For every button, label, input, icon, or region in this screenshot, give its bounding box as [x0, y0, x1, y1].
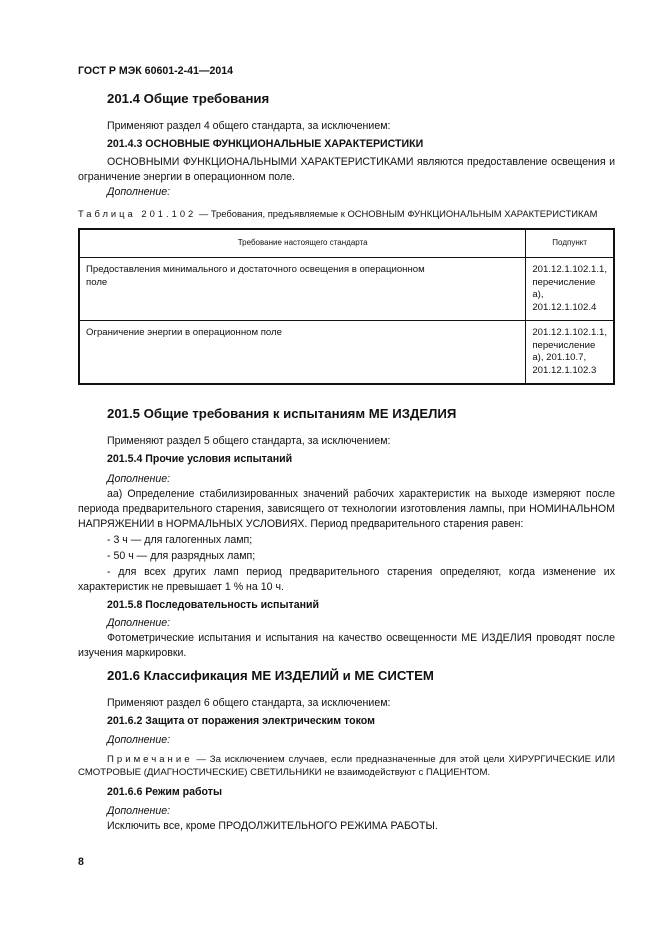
paragraph: Исключить все, кроме ПРОДОЛЖИТЕЛЬНОГО РЕЖИМА РАБОТЫ. [107, 820, 438, 832]
table-cell: 201.12.1.102.1.1, перечисление а), 201.10.7, 201.12.1.102.3 [526, 321, 614, 385]
table-header-cell: Подпункт [526, 229, 614, 258]
table-cell: 201.12.1.102.1.1, перечисление а), 201.12.1.102.4 [526, 258, 614, 321]
table-header-row [79, 229, 614, 258]
note-label: Примечание [107, 754, 193, 765]
document-page [78, 64, 615, 870]
list-item: - 3 ч — для галогенных ламп; [107, 534, 253, 546]
requirements-table [78, 228, 615, 385]
page-number: 8 [78, 856, 84, 868]
note-text: — За исключением случаев, если предназначенные для этой цели ХИРУРГИЧЕСКИЕ ИЛИ СМОТРОВЫЕ (ДИАГНОСТИЧЕСКИЕ) СВЕТИЛЬНИКИ не взаимодействуют с ПАЦИЕНТОМ. [78, 754, 615, 778]
table-caption-label: Таблица 201.102 [78, 208, 197, 219]
subsection-heading-201-6-2: 201.6.2 Защита от поражения электрическим током [107, 715, 375, 727]
note [78, 753, 615, 779]
paragraph: Применяют раздел 4 общего стандарта, за исключением: [107, 120, 391, 132]
table-header-cell: Требование настоящего стандарта [79, 229, 526, 258]
paragraph: Применяют раздел 6 общего стандарта, за исключением: [107, 697, 391, 709]
table-caption [78, 207, 615, 220]
list-item: - 50 ч — для разрядных ламп; [107, 550, 256, 562]
list-item: - для всех других ламп период предварительного старения определяют, когда изменение их характеристик не превышает 1 % на 10 ч. [78, 566, 615, 593]
subsection-heading-201-6-6: 201.6.6 Режим работы [107, 786, 222, 798]
addition-label: Дополнение: [107, 734, 171, 746]
section-heading-201-4: 201.4 Общие требования [107, 91, 270, 106]
table-cell: Ограничение энергии в операционном поле [79, 321, 526, 385]
table-caption-text: — Требования, предъявляемые к ОСНОВНЫМ ФУНКЦИОНАЛЬНЫМ ХАРАКТЕРИСТИКАМ [196, 208, 598, 219]
section-heading-201-5: 201.5 Общие требования к испытаниям МЕ ИЗДЕЛИЯ [107, 406, 457, 421]
paragraph: Применяют раздел 5 общего стандарта, за исключением: [107, 435, 391, 447]
paragraph: Фотометрические испытания и испытания на качество освещенности МЕ ИЗДЕЛИЯ проводят после изучения маркировки. [78, 632, 615, 659]
paragraph: ОСНОВНЫМИ ФУНКЦИОНАЛЬНЫМИ ХАРАКТЕРИСТИКАМИ являются предоставление освещения и ограничение энергии в операционном поле. [78, 156, 615, 183]
subsection-heading-201-5-8: 201.5.8 Последовательность испытаний [107, 599, 320, 611]
subsection-heading-201-5-4: 201.5.4 Прочие условия испытаний [107, 453, 293, 465]
table-row [79, 321, 614, 385]
subsection-heading-201-4-3: 201.4.3 ОСНОВНЫЕ ФУНКЦИОНАЛЬНЫЕ ХАРАКТЕРИСТИКИ [107, 138, 424, 150]
table-cell: Предоставления минимального и достаточного освещения в операционном поле [79, 258, 526, 321]
paragraph: аа) Определение стабилизированных значений рабочих характеристик на выходе измеряют после периода предварительного старения, зависящего от технологии изготовления лампы, при НОМИНАЛЬНОМ НАПРЯЖЕНИИ в НОРМАЛЬНЫХ УСЛОВИЯХ. Период предварительного старения равен: [78, 488, 615, 530]
document-header: ГОСТ Р МЭК 60601-2-41—2014 [78, 65, 234, 77]
addition-label: Дополнение: [107, 186, 171, 198]
section-heading-201-6: 201.6 Классификация МЕ ИЗДЕЛИЙ и МЕ СИСТЕМ [107, 668, 434, 683]
addition-label: Дополнение: [107, 805, 171, 817]
addition-label: Дополнение: [107, 617, 171, 629]
table-row [79, 258, 614, 321]
addition-label: Дополнение: [107, 473, 171, 485]
